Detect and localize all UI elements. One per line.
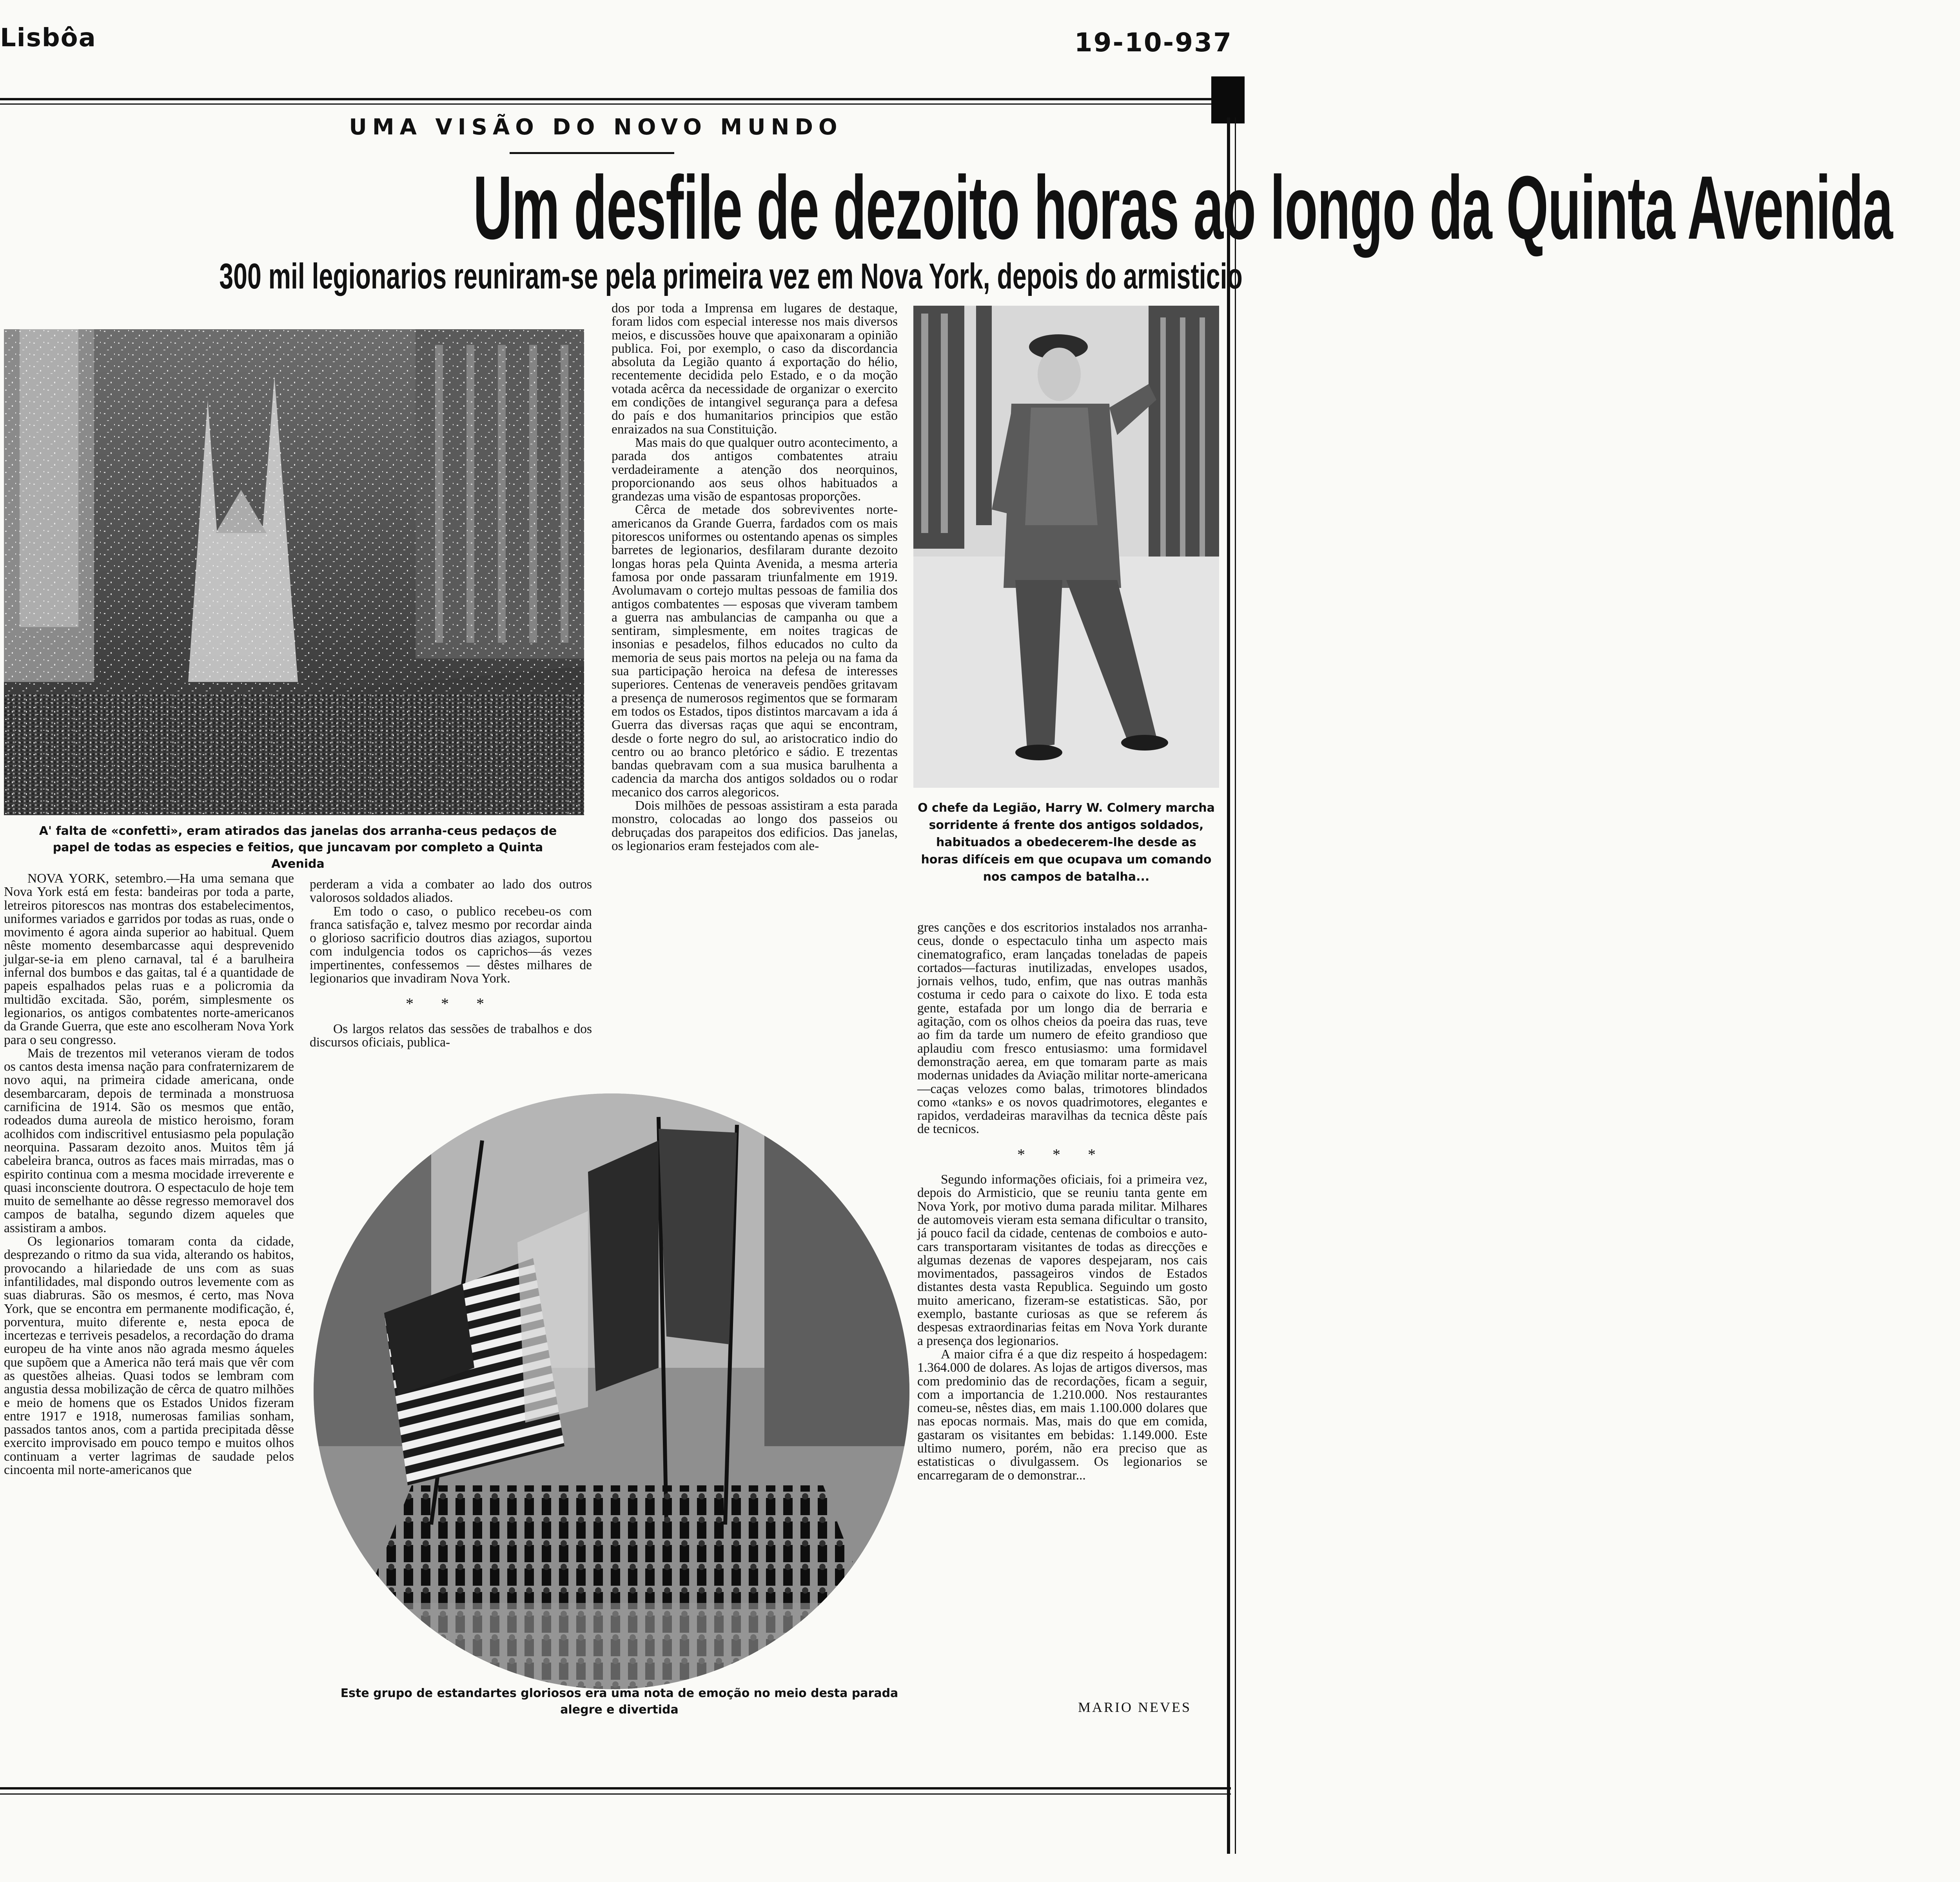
article-paragraph: Dois milhões de pessoas assistiram a esta parada monstro, colocadas ao longo dos passeios ou debruçadas dos parapeitos dos edificios. Das janelas, os legionarios eram festejados com ale-: [612, 798, 898, 853]
issue-date: 19-10-937: [1074, 27, 1232, 58]
author-signature: MARIO NEVES: [1078, 1699, 1192, 1715]
article-paragraph: Os legionarios tomaram conta da cidade, desprezando o ritmo da sua vida, alterando os habitos, provocando a hilariedade de uns com as suas infantilidades, mal dispondo outros levemente com as suas diabruras. São os mesmos, é certo, mas Nova York, que se encontra em permanente modificação, é, porventura, muito diferente e, nesta epoca de incertezas e terriveis pesadelos, a recordação do drama europeu de ha vinte anos não agrada mesmo áqueles que supõem que a America não terá mais que vêr com as questões alheias. Quasi todos se lembram com angustia dessa mobilização de cêrca de quatro milhões e meio de homens que os Estados Unidos fizeram entre 1917 e 1918, numerosas familias sonham, passados tantos anos, com a partida precipitada dêsse exercito improvisado em pouco tempo e muitos olhos continuam a verter lagrimas de saudade pelos cincoenta mil norte-americanos que: [4, 1234, 294, 1478]
article-paragraph: Os largos relatos das sessões de trabalhos e dos discursos oficiais, publica-: [310, 1021, 592, 1050]
article-paragraph: dos por toda a Imprensa em lugares de destaque, foram lidos com especial interesse nos mais diversos meios, e discussões houve que apaixonaram a opinião publica. Foi, por exemplo, o caso da discordancia absoluta da Legião quanto á exportação do hélio, recentemente decidida pelo Estado, e o da moção votada acêrca da necessidade de organizar o exercito em condições de intangivel segurança para a defesa do país e dos humanitarios principios que estão enraizados na sua Constituição.: [612, 301, 898, 437]
footer-rule-top: [0, 1787, 1231, 1790]
section-break-stars: * * *: [406, 995, 496, 1013]
article-column-1: [4, 872, 294, 1777]
headline: [0, 157, 1893, 258]
article-column-2: [310, 878, 592, 1082]
headline-text: Um desfile de dezoito horas ao longo da Quinta Avenida: [473, 157, 1893, 258]
colmery-photo-caption: O chefe da Legião, Harry W. Colmery marcha sorridente á frente dos antigos soldados, habituados a obedecerem-lhe desde as horas difíceis em que ocupava um comando nos campos de batalha...: [918, 801, 1215, 884]
header-rule-bottom: [0, 103, 1219, 105]
colmery-photo: [913, 306, 1219, 788]
article-paragraph: Em todo o caso, o publico recebeu-os com franca satisfação e, talvez mesmo por recordar ainda o glorioso sacrificio doutros dias aziagos, suportou com indulgencia todos os caprichos—ás vezes impertinentes, confessemos — dêstes milhares de legionarios que invadiram Nova York.: [310, 904, 592, 986]
margin-black-block: [1211, 76, 1245, 123]
confetti-photo-caption: A' falta de «confetti», eram atirados das janelas dos arranha-ceus pedaços de papel de todas as especies e feitios, que juncavam por completo a Quinta Avenida: [39, 824, 557, 871]
article-paragraph: Cêrca de metade dos sobreviventes norte-americanos da Grande Guerra, fardados com os mais pitorescos uniformes ou ostentando apenas os simples barretes de legionarios, desfilaram durante dezoito longas horas pela Quinta Avenida, a mesma arteria famosa por onde passaram triunfalmente em 1919. Avolumavam o cortejo multas pessoas de familia dos antigos combatentes — esposas que viveram tambem a guerra nas ambulancias de campanha ou que a sentiram, simplesmente, em noites tragicas de insonias e pesadelos, filhos educados no culto da memoria de seus pais mortos na peleja ou na fama da sua participação heroica na defesa de interesses superiores. Centenas de veneraveis pendões gritavam a presença de numerosos regimentos que se formaram em todos os Estados, tipos distintos marcavam a ida á Guerra das diversas raças que aqui se encontram, desde o forte negro do sul, ao aristocratico indio do centro ou ao branco pletórico e sádio. E trezentas bandas quebravam com a sua musica barulhenta a cadencia da marcha dos antigos soldados ou o rodar mecanico dos carros alegoricos.: [612, 502, 898, 800]
section-name: Lisbôa: [0, 24, 96, 53]
confetti-photo: [4, 329, 584, 815]
kicker-underline: [510, 152, 674, 154]
subheadline: [0, 255, 1243, 298]
footer-rule-bottom: [0, 1793, 1231, 1795]
article-paragraph: perderam a vida a combater ao lado dos outros valorosos soldados aliados.: [310, 877, 592, 905]
article-column-3: [612, 302, 898, 1082]
flags-photo: [314, 1093, 909, 1689]
margin-vertical-rule-thin: [1235, 118, 1236, 1854]
margin-vertical-rule: [1227, 118, 1230, 1854]
article-column-4: [917, 921, 1207, 1689]
flags-photo-caption: Este grupo de estandartes gloriosos era uma nota de emoção no meio desta parada alegre e divertida: [340, 1686, 898, 1717]
article-paragraph: Mas mais do que qualquer outro acontecimento, a parada dos antigos combatentes atraiu verdadeiramente a atenção dos neorquinos, proporcionando aos seus olhos habituados a grandezas uma visão de espantosas proporções.: [612, 435, 898, 504]
article-paragraph: NOVA YORK, setembro.—Ha uma semana que Nova York está em festa: bandeiras por toda a parte, letreiros pitorescos nas montras dos estabelecimentos, uniformes variados e garridos por todas as ruas, onde o movimento é agora ainda superior ao habitual. Quem nêste momento desembarcasse aqui desprevenido julgar-se-ia em pleno carnaval, tal é a barulheira infernal dos bumbos e das gaitas, tal é a quantidade de papeis espalhados pelas ruas e a policromia da multidão excitada. São, porém, simplesmente os legionarios, os antigos combatentes norte-americanos da Grande Guerra, que este ano escolheram Nova York para o seu congresso.: [4, 871, 294, 1047]
article-paragraph: Segundo informações oficiais, foi a primeira vez, depois do Armisticio, que se reuniu tanta gente em Nova York, por motivo duma parada militar. Milhares de automoveis vieram esta semana dificultar o transito, já pouco facil da cidade, centenas de comboios e auto-cars transportaram visitantes de todas as direcções e algumas dezenas de vapores despejaram, nos cais movimentados, passageiros vindos de Estados distantes desta vasta Republica. Seguindo um gosto muito americano, fizeram-se estatisticas. São, por exemplo, bastante curiosas as que se referem ás despesas extraordinarias feitas em Nova York durante a presença dos legionarios.: [917, 1172, 1207, 1348]
section-kicker: UMA VISÃO DO NOVO MUNDO: [349, 114, 843, 140]
section-break-stars: * * *: [1017, 1145, 1107, 1163]
article-paragraph: gres canções e dos escritorios instalados nos arranha-ceus, donde o espectaculo tinha um aspecto mais cinematografico, eram lançadas toneladas de papeis cortados—facturas inutilizadas, envelopes usados, jornais velhos, tudo, enfim, que nas outras manhãs costuma ir cedo para o caixote do lixo. E toda esta gente, estafada por um longo dia de berraria e agitação, com os olhos cheios da poeira das ruas, teve ao fim da tarde um numero de efeito grandioso que aplaudiu com fresco entusiasmo: uma formidavel demonstração aerea, em que tomaram parte as mais modernas unidades da Aviação militar norte-americana—caças velozes como balas, trimotores blindados como «tanks» e os novos quadrimotores, elegantes e rapidos, verdadeiras maravilhas da tecnica dêste país de tecnicos.: [917, 920, 1207, 1137]
article-paragraph: Mais de trezentos mil veteranos vieram de todos os cantos desta imensa nação para confraternizarem de novo aqui, na primeira cidade americana, onde desembarcaram, depois de terminada a monstruosa carnificina de 1914. São os mesmos que então, rodeados duma aureola de mistico heroismo, foram acolhidos com indiscritivel entusiasmo pela população neorquina. Passaram dezoito anos. Muitos têm já cabeleira branca, outros as faces mais mirradas, mas o espirito continua com a mesma mocidade irreverente e quasi inconsciente doutrora. O espectaculo de hoje tem muito de semelhante ao dêsse regresso memoravel dos campos de batalha, segundo dizem aqueles que assistiram a ambos.: [4, 1046, 294, 1235]
header-rule-top: [0, 98, 1219, 100]
subheadline-text: 300 mil legionarios reuniram-se pela primeira vez em Nova York, depois do armisticio: [219, 256, 1243, 296]
article-paragraph: A maior cifra é a que diz respeito á hospedagem: 1.364.000 de dolares. As lojas de artigos diversos, mas com predominio das de recordações, ficam a seguir, com a importancia de 1.210.000. Nos restaurantes comeu-se, nêstes dias, em mais 1.100.000 dolares que nas epocas normais. Mas, mais do que em comida, gastaram os visitantes em bebidas: 1.149.000. Este ultimo numero, porém, não era preciso que as estatisticas o divulgassem. Os legionarios se encarregaram de o demonstrar...: [917, 1347, 1207, 1483]
